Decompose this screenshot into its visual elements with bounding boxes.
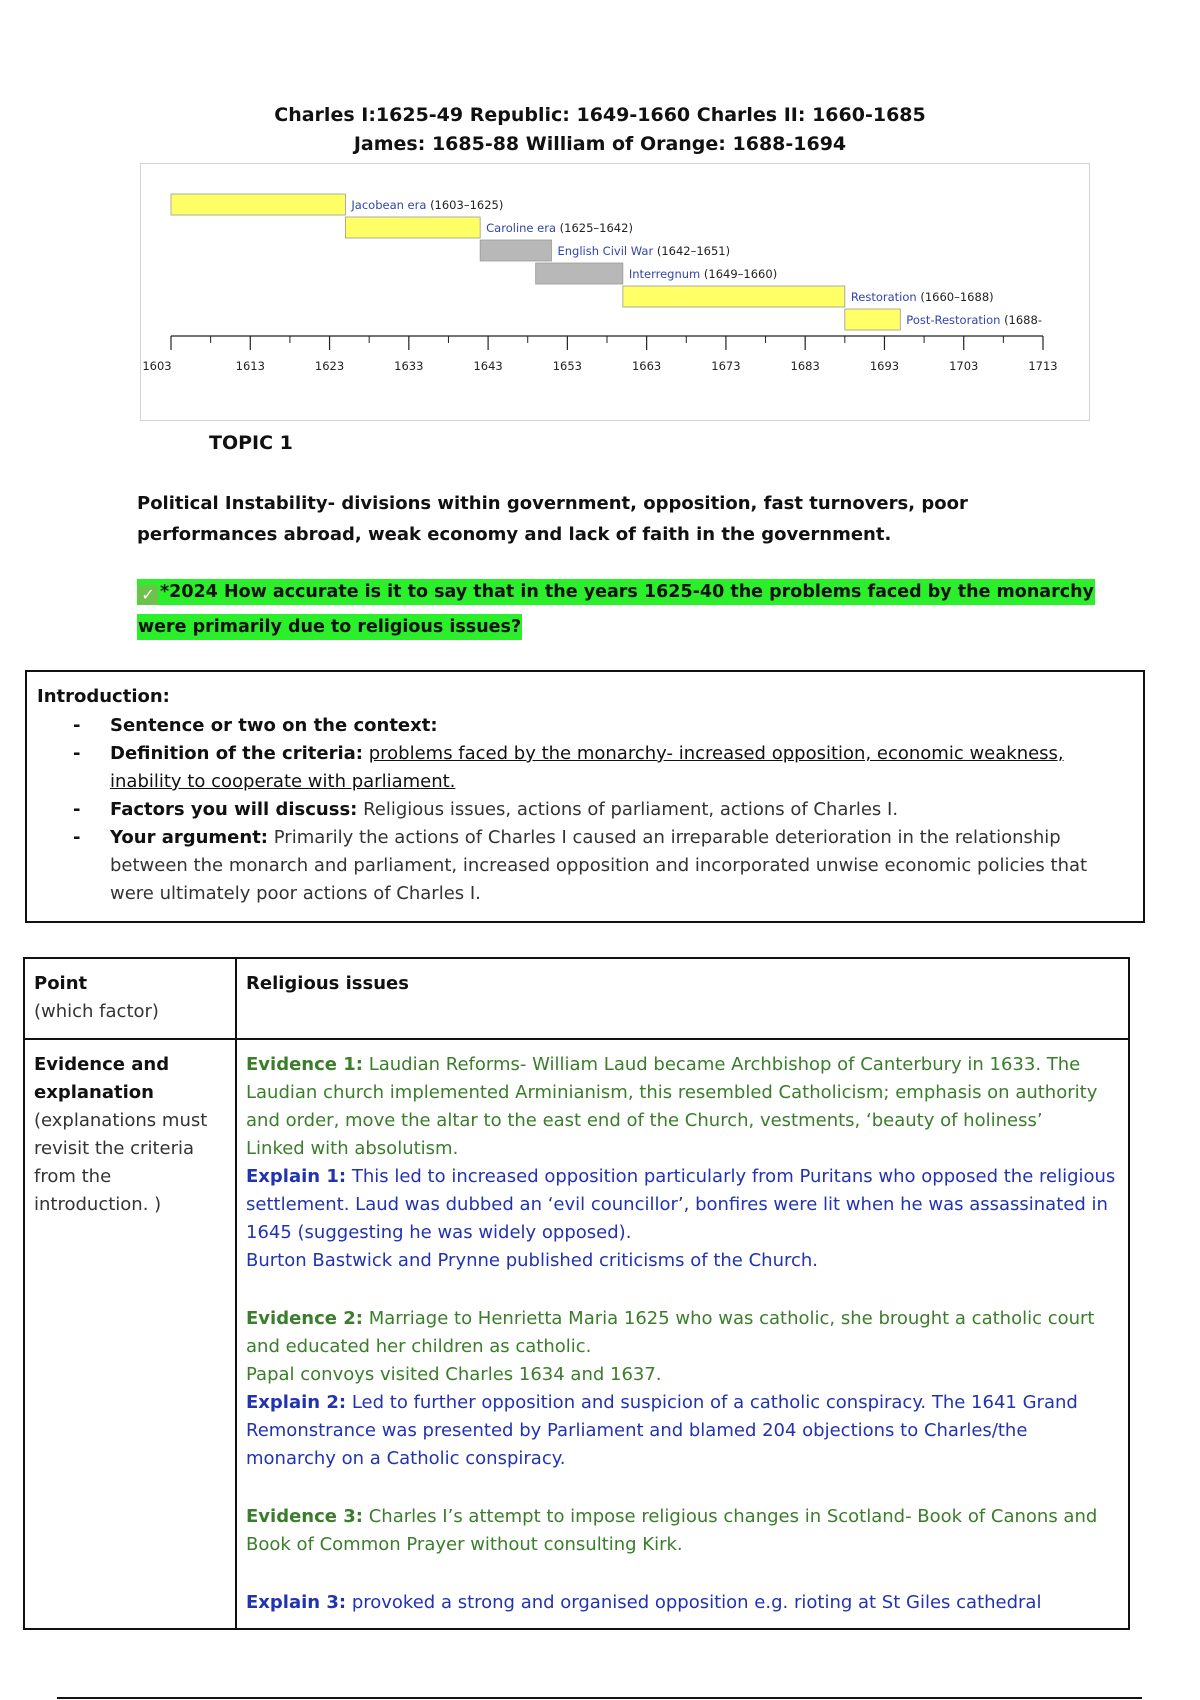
point-table xyxy=(23,957,1130,1630)
explain-1-extra: Burton Bastwick and Prynne published criticisms of the Church. xyxy=(246,1250,819,1271)
argument-text: Primarily the actions of Charles I caused an irreparable deterioration in the relationship between the monarch and parliament, increased opposition and incorporated unwise economic policies that were ultimately poor actions of Charles I. xyxy=(110,827,1088,904)
evidence-2-extra: Papal convoys visited Charles 1634 and 1637. xyxy=(246,1364,662,1385)
factor-cell xyxy=(236,958,1129,1039)
era-bar xyxy=(845,309,900,330)
timeline-svg xyxy=(141,164,1089,420)
criteria-text: problems faced by the monarchy- increased opposition, economic weakness, inability to cooperate with parliament. xyxy=(110,743,1064,792)
evidence-content-cell xyxy=(236,1039,1129,1629)
era-label: Post-Restoration (1688- xyxy=(906,313,1042,327)
evidence-sub: (explanations must revisit the criteria from the introduction. ) xyxy=(34,1110,208,1215)
point-label: Point xyxy=(34,973,88,994)
question-line-2: were primarily due to religious issues? xyxy=(137,614,522,640)
era-bar xyxy=(623,286,845,307)
intro-item-factors: - Factors you will discuss: Religious issues, actions of parliament, actions of Charles I. xyxy=(37,796,1131,824)
checkmark-icon: ✓ xyxy=(138,585,158,605)
factor-name: Religious issues xyxy=(246,973,409,994)
era-label: Interregnum (1649–1660) xyxy=(628,267,778,281)
intro-item-criteria: - Definition of the criteria: problems faced by the monarchy- increased opposition, economic weakness, inability to cooperate with parliament. xyxy=(37,740,1131,796)
question-highlight-1 xyxy=(137,579,1095,605)
intro-item-context: - Sentence or two on the context: xyxy=(37,712,1131,740)
evidence-1-extra: Linked with absolutism. xyxy=(246,1138,459,1159)
point-sub: (which factor) xyxy=(34,1001,159,1022)
tick-label: 1673 xyxy=(711,359,741,373)
era-bar xyxy=(345,217,480,238)
tick-label: 1653 xyxy=(552,359,583,373)
explain-2: Explain 2: Led to further opposition and suspicion of a catholic conspiracy. The 1641 Grand Remonstrance was presented by Parliament and blamed 204 objections to Charles/the monarchy on a Catholic conspiracy. xyxy=(246,1392,1078,1469)
intro-item-argument: - Your argument: Primarily the actions of Charles I caused an irreparable deterioration in the relationship between the monarch and parliament, increased opposition and incorporated unwise economic policies that were ultimately poor actions of Charles I. xyxy=(37,824,1131,908)
introduction-title: Introduction: xyxy=(37,686,170,707)
introduction-box xyxy=(25,670,1145,923)
evidence-label-cell xyxy=(24,1039,236,1629)
point-cell xyxy=(24,958,236,1039)
table-row xyxy=(24,1039,1129,1629)
tick-label: 1623 xyxy=(314,359,345,373)
tick-label: 1643 xyxy=(473,359,503,373)
evidence-2: Evidence 2: Marriage to Henrietta Maria 1625 who was catholic, she brought a catholic court and educated her children as catholic. xyxy=(246,1308,1095,1357)
tick-label: 1683 xyxy=(790,359,820,373)
factors-text: Religious issues, actions of parliament, actions of Charles I. xyxy=(363,799,899,820)
tick-label: 1603 xyxy=(142,359,172,373)
page-bottom-rule xyxy=(57,1697,1142,1699)
evidence-3: Evidence 3: Charles I’s attempt to impose religious changes in Scotland- Book of Canons and Book of Common Prayer without consulting Kirk. xyxy=(246,1506,1098,1555)
era-label: Jacobean era (1603–1625) xyxy=(351,198,504,212)
question-line-1: *2024 How accurate is it to say that in the years 1625-40 the problems faced by the monarchy xyxy=(160,582,1094,602)
exam-question xyxy=(137,575,1097,645)
evidence-1: Evidence 1: Laudian Reforms- William Laud became Archbishop of Canterbury in 1633. The Laudian church implemented Arminianism, this resembled Catholicism; emphasis on authority and order, move the altar to the east end of the Church, vestments, ‘beauty of holiness’ xyxy=(246,1054,1098,1131)
tick-label: 1633 xyxy=(394,359,424,373)
tick-label: 1693 xyxy=(869,359,900,373)
tick-label: 1713 xyxy=(1028,359,1058,373)
era-label: Restoration (1660–1688) xyxy=(850,290,994,304)
era-bar xyxy=(171,194,345,215)
timeline-chart xyxy=(140,163,1090,421)
tick-label: 1613 xyxy=(235,359,265,373)
era-label: Caroline era (1625–1642) xyxy=(486,221,633,235)
topic-heading: TOPIC 1 xyxy=(209,432,293,454)
topic-overview: Political Instability- divisions within government, opposition, fast turnovers, poor performances abroad, weak economy and lack of faith in the government. xyxy=(137,493,968,545)
header-line-1: Charles I:1625-49 Republic: 1649-1660 Charles II: 1660-1685 xyxy=(274,104,926,126)
header-line-2: James: 1685-88 William of Orange: 1688-1694 xyxy=(353,133,847,155)
introduction-list xyxy=(37,712,1131,908)
explain-3: Explain 3: provoked a strong and organised opposition e.g. rioting at St Giles cathedral xyxy=(246,1592,1042,1613)
table-row xyxy=(24,958,1129,1039)
explain-1: Explain 1: This led to increased opposition particularly from Puritans who opposed the religious settlement. Laud was dubbed an ‘evil councillor’, bonfires were lit when he was assassinated in 1645 (suggesting he was widely opposed). xyxy=(246,1166,1116,1243)
era-bar xyxy=(480,240,551,261)
evidence-label: Evidence and explanation xyxy=(34,1054,170,1103)
era-label: English Civil War (1642–1651) xyxy=(557,244,731,258)
tick-label: 1663 xyxy=(631,359,662,373)
tick-label: 1703 xyxy=(949,359,979,373)
era-bar xyxy=(536,263,623,284)
